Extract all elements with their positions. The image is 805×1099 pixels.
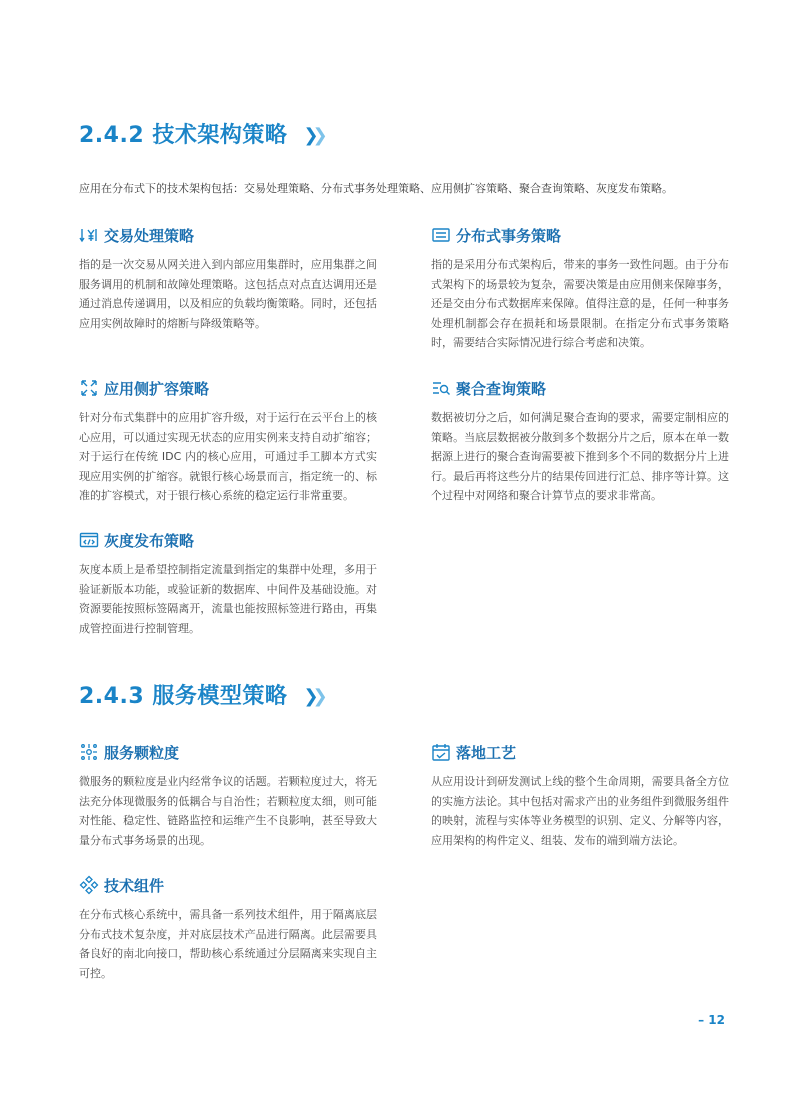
card-title: 服务颗粒度 <box>104 743 180 762</box>
list-panel-icon <box>431 225 451 245</box>
card-body: 指的是一次交易从网关进入到内部应用集群时，应用集群之间服务调用的机制和故障处理策略。这包括点对点直达调用还是通过消息传递调用，以及相应的负载均衡策略。同时，还包括应用实例故障时的熔断与降级策略等。 <box>79 258 377 330</box>
card-tech-components <box>79 874 377 983</box>
calendar-check-icon <box>431 742 451 762</box>
section-number: 2.4.2 <box>79 123 145 148</box>
card-title: 技术组件 <box>104 876 165 895</box>
card-title: 灰度发布策略 <box>104 531 195 550</box>
code-window-icon <box>79 530 99 550</box>
card-distributed-transaction-strategy <box>431 224 729 353</box>
card-body: 灰度本质上是希望控制指定流量到指定的集群中处理，多用于验证新版本功能，或验证新的数据库、中间件及基础设施。对资源要能按照标签隔离开，流量也能按照标签进行路由，再集成管控面进行控制管理。 <box>79 563 377 635</box>
expand-arrows-icon <box>79 378 99 398</box>
diamond-cluster-icon <box>79 875 99 895</box>
granularity-icon <box>79 742 99 762</box>
card-body: 数据被切分之后，如何满足聚合查询的要求，需要定制相应的策略。当底层数据被分散到多个数据分片之后，原本在单一数据源上进行的聚合查询需要被下推到多个不同的数据分片上进行。最后再将这些分片的结果传回进行汇总、排序等计算。这个过程中对网络和聚合计算节点的要求非常高。 <box>431 411 729 503</box>
card-body: 在分布式核心系统中，需具备一系列技术组件，用于隔离底层分布式技术复杂度，并对底层技术产品进行隔离。此层需要具备良好的南北向接口，帮助核心系统通过分层隔离来实现自主可控。 <box>79 908 377 980</box>
search-list-icon <box>431 378 451 398</box>
card-implementation-craft <box>431 741 729 850</box>
card-title: 应用侧扩容策略 <box>104 379 210 398</box>
double-chevron-icon: ❯❯ <box>303 686 322 707</box>
intro-paragraph: 应用在分布式下的技术架构包括：交易处理策略、分布式事务处理策略、应用侧扩容策略、聚合查询策略、灰度发布策略。 <box>79 182 673 195</box>
page-number: – 12 <box>698 1013 725 1027</box>
card-title: 分布式事务策略 <box>456 226 562 245</box>
section-number: 2.4.3 <box>79 684 145 709</box>
section-heading-2-4-2 <box>79 121 322 151</box>
yen-transaction-icon <box>79 225 99 245</box>
card-body: 针对分布式集群中的应用扩容升级，对于运行在云平台上的核心应用，可以通过实现无状态的应用实例来支持自动扩缩容；对于运行在传统 IDC 内的核心应用，可通过手工脚本方式实现应用实例的扩缩容。就银行核心场景而言，指定统一的、标准的扩容模式，对于银行核心系统的稳定运行非常重要。 <box>79 411 377 503</box>
card-title: 聚合查询策略 <box>456 379 547 398</box>
card-service-granularity <box>79 741 377 850</box>
section-title: 服务模型策略 <box>152 684 288 709</box>
card-title: 落地工艺 <box>456 743 517 762</box>
card-body: 微服务的颗粒度是业内经常争议的话题。若颗粒度过大，将无法充分体现微服务的低耦合与自治性；若颗粒度太细，则可能对性能、稳定性、链路监控和运维产生不良影响，甚至导致大量分布式事务场景的出现。 <box>79 775 377 847</box>
card-scale-out-strategy <box>79 377 377 506</box>
card-transaction-strategy <box>79 224 377 333</box>
card-gray-release-strategy <box>79 529 377 638</box>
double-chevron-icon: ❯❯ <box>303 125 322 146</box>
card-body: 从应用设计到研发测试上线的整个生命周期，需要具备全方位的实施方法论。其中包括对需求产出的业务组件到微服务组件的映射，流程与实体等业务模型的识别、定义、分解等内容，应用架构的构件定义、组装、发布的端到端方法论。 <box>431 775 729 847</box>
card-body: 指的是采用分布式架构后，带来的事务一致性问题。由于分布式架构下的场景较为复杂，需要决策是由应用侧来保障事务，还是交由分布式数据库来保障。值得注意的是，任何一种事务处理机制都会存在损耗和场景限制。在指定分布式事务策略时，需要结合实际情况进行综合考虑和决策。 <box>431 258 729 350</box>
section-title: 技术架构策略 <box>152 123 288 148</box>
card-aggregate-query-strategy <box>431 377 729 506</box>
section-heading-2-4-3 <box>79 682 322 712</box>
card-title: 交易处理策略 <box>104 226 195 245</box>
